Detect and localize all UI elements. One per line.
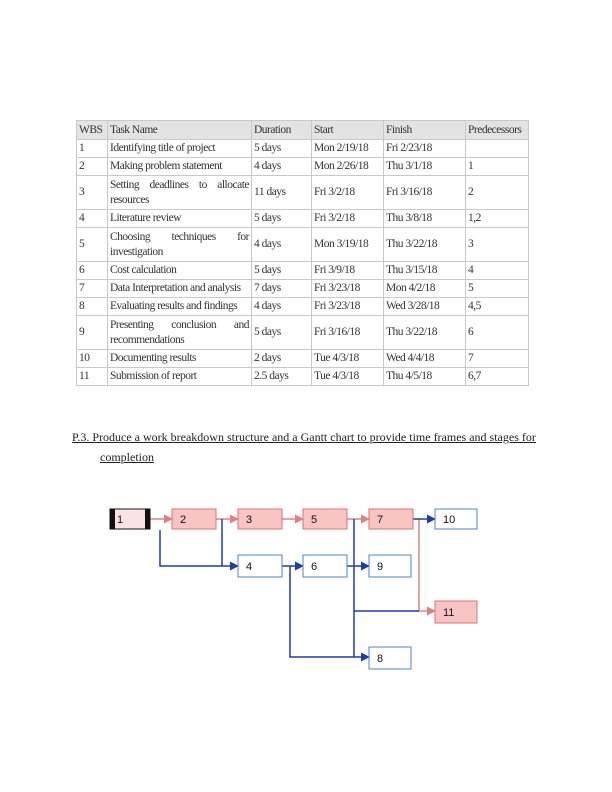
cell-task: Presenting conclusion and recommendations bbox=[108, 316, 252, 350]
node-label: 5 bbox=[311, 514, 318, 526]
cell-wbs: 1 bbox=[77, 140, 108, 158]
node-label: 7 bbox=[377, 514, 384, 526]
cell-wbs: 3 bbox=[77, 176, 108, 210]
cell-start: Fri 3/23/18 bbox=[312, 298, 384, 316]
col-header-wbs: WBS bbox=[77, 121, 108, 140]
cell-task: Submission of report bbox=[108, 368, 252, 386]
node-label: 9 bbox=[377, 561, 384, 573]
node-label: 8 bbox=[377, 653, 384, 665]
col-header-finish: Finish bbox=[384, 121, 466, 140]
cell-finish: Wed 3/28/18 bbox=[384, 298, 466, 316]
node-label: 2 bbox=[180, 514, 187, 526]
cell-finish: Thu 3/1/18 bbox=[384, 158, 466, 176]
cell-task: Cost calculation bbox=[108, 262, 252, 280]
col-header-task-name: Task Name bbox=[108, 121, 252, 140]
cell-finish: Mon 4/2/18 bbox=[384, 280, 466, 298]
cell-task: Identifying title of project bbox=[108, 140, 252, 158]
col-header-duration: Duration bbox=[252, 121, 312, 140]
cell-duration: 4 days bbox=[252, 228, 312, 262]
node-9 bbox=[369, 555, 411, 577]
cell-predecessors: 4,5 bbox=[466, 298, 529, 316]
cell-predecessors: 1 bbox=[466, 158, 529, 176]
node-4 bbox=[238, 555, 282, 577]
node-label: 11 bbox=[443, 607, 455, 619]
node-label: 4 bbox=[246, 561, 253, 573]
cell-task: Making problem statement bbox=[108, 158, 252, 176]
cell-task: Choosing techniques for investigation bbox=[108, 228, 252, 262]
cell-wbs: 4 bbox=[77, 210, 108, 228]
cell-wbs: 8 bbox=[77, 298, 108, 316]
node-label: 3 bbox=[246, 514, 253, 526]
cell-wbs: 10 bbox=[77, 350, 108, 368]
cell-task: Evaluating results and findings bbox=[108, 298, 252, 316]
cell-start: Fri 3/2/18 bbox=[312, 176, 384, 210]
cell-task: Documenting results bbox=[108, 350, 252, 368]
col-header-start: Start bbox=[312, 121, 384, 140]
cell-wbs: 7 bbox=[77, 280, 108, 298]
cell-duration: 11 days bbox=[252, 176, 312, 210]
cell-task: Setting deadlines to allocate resources bbox=[108, 176, 252, 210]
cell-start: Tue 4/3/18 bbox=[312, 350, 384, 368]
cell-start: Fri 3/2/18 bbox=[312, 210, 384, 228]
cell-wbs: 5 bbox=[77, 228, 108, 262]
cell-predecessors: 6,7 bbox=[466, 368, 529, 386]
node-11 bbox=[435, 601, 477, 623]
link-7-11 bbox=[419, 519, 435, 611]
cell-predecessors: 2 bbox=[466, 176, 529, 210]
cell-predecessors: 4 bbox=[466, 262, 529, 280]
cell-finish: Fri 2/23/18 bbox=[384, 140, 466, 158]
cell-start: Mon 3/19/18 bbox=[312, 228, 384, 262]
cell-finish: Thu 3/8/18 bbox=[384, 210, 466, 228]
cell-duration: 5 days bbox=[252, 140, 312, 158]
heading-line-1: P.3. Produce a work breakdown structure and a Gantt chart to provide time frames and stages for bbox=[72, 430, 536, 444]
cell-start: Mon 2/26/18 bbox=[312, 158, 384, 176]
cell-duration: 5 days bbox=[252, 210, 312, 228]
cell-duration: 7 days bbox=[252, 280, 312, 298]
cell-finish: Thu 3/22/18 bbox=[384, 316, 466, 350]
node-label: 10 bbox=[443, 514, 456, 526]
cell-duration: 4 days bbox=[252, 298, 312, 316]
cell-finish: Thu 3/15/18 bbox=[384, 262, 466, 280]
link-1-4 bbox=[160, 530, 238, 566]
node-10 bbox=[435, 509, 477, 529]
node-7 bbox=[369, 509, 413, 529]
cell-duration: 4 days bbox=[252, 158, 312, 176]
cell-wbs: 11 bbox=[77, 368, 108, 386]
node-5 bbox=[303, 509, 347, 529]
cell-predecessors: 6 bbox=[466, 316, 529, 350]
cell-wbs: 2 bbox=[77, 158, 108, 176]
heading-line-2: completion bbox=[100, 450, 154, 464]
node-2 bbox=[172, 509, 216, 529]
col-header-predecessors: Predecessors bbox=[466, 121, 529, 140]
node-3 bbox=[238, 509, 282, 529]
cell-wbs: 9 bbox=[77, 316, 108, 350]
cell-start: Mon 2/19/18 bbox=[312, 140, 384, 158]
cell-duration: 2.5 days bbox=[252, 368, 312, 386]
cell-start: Fri 3/23/18 bbox=[312, 280, 384, 298]
cell-duration: 5 days bbox=[252, 262, 312, 280]
cell-finish: Fri 3/16/18 bbox=[384, 176, 466, 210]
cell-task: Data Interpretation and analysis bbox=[108, 280, 252, 298]
cell-start: Tue 4/3/18 bbox=[312, 368, 384, 386]
node-label: 6 bbox=[311, 561, 318, 573]
cell-wbs: 6 bbox=[77, 262, 108, 280]
cell-predecessors: 3 bbox=[466, 228, 529, 262]
cell-finish: Thu 4/5/18 bbox=[384, 368, 466, 386]
cell-predecessors: 5 bbox=[466, 280, 529, 298]
cell-start: Fri 3/9/18 bbox=[312, 262, 384, 280]
non-critical-links bbox=[160, 519, 435, 657]
cell-finish: Thu 3/22/18 bbox=[384, 228, 466, 262]
node-6 bbox=[303, 555, 347, 577]
cell-finish: Wed 4/4/18 bbox=[384, 350, 466, 368]
cell-predecessors: 7 bbox=[466, 350, 529, 368]
cell-predecessors: 1,2 bbox=[466, 210, 529, 228]
cell-start: Fri 3/16/18 bbox=[312, 316, 384, 350]
cell-duration: 5 days bbox=[252, 316, 312, 350]
node-label: 1 bbox=[117, 514, 124, 526]
node-1 bbox=[110, 509, 150, 529]
node-8 bbox=[369, 647, 411, 669]
cell-duration: 2 days bbox=[252, 350, 312, 368]
cell-task: Literature review bbox=[108, 210, 252, 228]
